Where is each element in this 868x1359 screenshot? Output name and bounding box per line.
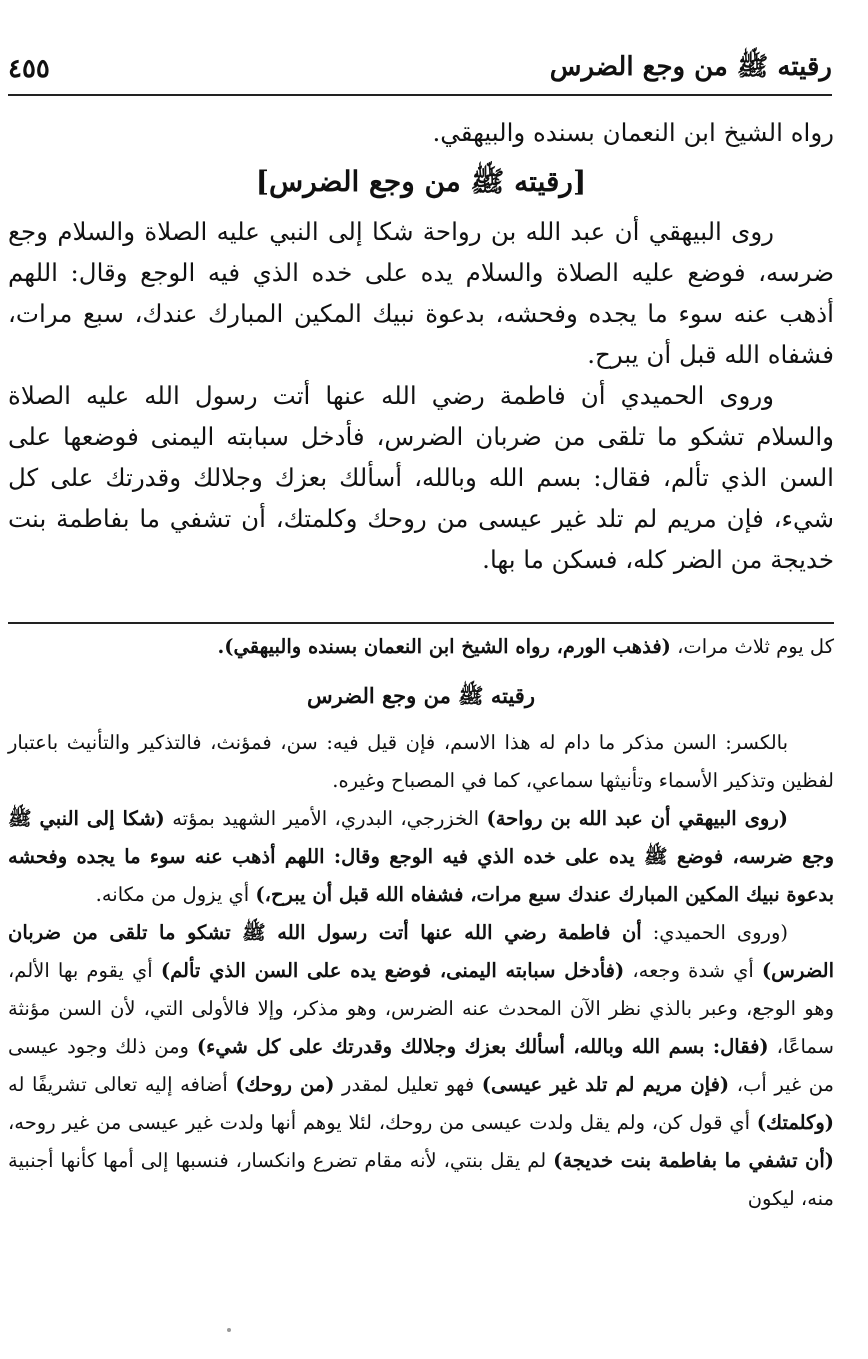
plain-text: أي يزول من مكانه. <box>95 883 256 906</box>
page-header <box>8 44 832 96</box>
scan-speck <box>227 1328 231 1332</box>
bold-quote: (أن تشفي ما بفاطمة بنت خديجة) <box>553 1149 834 1172</box>
commentary-paragraph <box>8 628 834 666</box>
commentary-paragraph <box>8 914 834 1218</box>
bold-quote: (من روحك) <box>235 1073 335 1096</box>
plain-text: (وروى الحميدي: <box>641 921 788 944</box>
footnote-divider <box>8 622 834 624</box>
plain-text: ومن ذلك وجود عيسى من غير أب، <box>8 1035 834 1096</box>
bold-quote: (وكلمتك) <box>756 1111 834 1134</box>
bold-quote: (شكا إلى النبي ﷺ وجع ضرسه، فوضع ﷺ يده على خده الذي فيه الوجع وقال: اللهم أذهب عنه سوء ما يجده وفحشه بدعوة نبيك المكين المبارك عندك سبع مرات، فشفاه الله قبل أن يبرح،) <box>8 807 834 906</box>
main-paragraph: وروى الحميدي أن فاطمة رضي الله عنها أتت رسول الله عليه الصلاة والسلام تشكو ما تلقى من ضربان الضرس، فأدخل سبابته اليمنى فوضعها على السن الذي تألم، فقال: بسم الله وبالله، أسألك بعزك وجلالك وقدرتك على كل شيء، فإن مريم لم تلد غير عيسى من روحك وكلمتك، أن تشفي ما بفاطمة بنت خديجة من الضر كله، فسكن ما بها. <box>8 381 834 574</box>
bold-quote: (فذهب الورم، رواه الشيخ ابن النعمان بسنده والبيهقي). <box>217 635 671 658</box>
commentary-paragraph <box>8 800 834 914</box>
commentary-paragraph: بالكسر: السن مذكر ما دام له هذا الاسم، فإن قيل فيه: سن، فمؤنث، فالتذكير والتأنيث باعتبار لفظين وتذكير الأسماء وتأنيثها سماعي، كما في المصباح وغيره. <box>8 731 834 792</box>
bold-quote: (فإن مريم لم تلد غير عيسى) <box>481 1073 730 1096</box>
commentary-title: رقيته ﷺ من وجع الضرس <box>307 683 535 708</box>
bold-quote: (فأدخل سبابته اليمنى، فوضع يده على السن الذي تألم) <box>160 959 625 982</box>
plain-text: أي قول كن، ولم يقل ولدت عيسى من روحك، لئلا يوهم أنها ولدت غير عيسى من غير روحه، <box>8 1111 757 1134</box>
plain-text: أي شدة وجعه، <box>624 959 762 982</box>
plain-text: الخزرجي، البدري، الأمير الشهيد بمؤته <box>164 807 487 830</box>
plain-text: فهو تعليل لمقدر <box>334 1073 482 1096</box>
intro-line: رواه الشيخ ابن النعمان بسنده والبيهقي. <box>432 118 834 147</box>
bold-quote: (روى البيهقي أن عبد الله بن رواحة) <box>486 807 788 830</box>
running-title: رقيته ﷺ من وجع الضرس <box>549 52 832 82</box>
main-text <box>8 112 834 580</box>
bold-quote: (فقال: بسم الله وبالله، أسألك بعزك وجلالك وقدرتك على كل شيء) <box>196 1035 769 1058</box>
section-title: [رقيته ﷺ من وجع الضرس] <box>255 165 587 198</box>
bold-quote: أن فاطمة رضي الله عنها أتت رسول الله ﷺ تشكو ما تلقى من ضربان الضرس) <box>8 921 834 982</box>
plain-text: أي يقوم بها الألم، وهو الوجع، وعبر بالذي نظر الآن المحدث عنه الضرس، وهو مذكر، وإلا فالأولى التي، لأن السن مؤنثة سماعًا، <box>8 959 834 1058</box>
plain-text: كل يوم ثلاث مرات، <box>670 635 834 658</box>
commentary-text <box>8 628 834 1218</box>
plain-text: أضافه إليه تعالى تشريفًا له <box>8 1073 236 1096</box>
main-paragraph: روى البيهقي أن عبد الله بن رواحة شكا إلى النبي عليه الصلاة والسلام وجع ضرسه، فوضع عليه الصلاة والسلام يده على خده الذي فيه الوجع وقال: اللهم أذهب عنه سوء ما يجده وفحشه، بدعوة نبيك المكين المبارك عندك، سبع مرات، فشفاه الله قبل أن يبرح. <box>8 217 834 369</box>
plain-text: لم يقل بنتي، لأنه مقام تضرع وانكسار، فنسبها إلى أمها كأنها أجنبية منه، ليكون <box>8 1149 834 1210</box>
page-number: ٤٥٥ <box>8 54 50 84</box>
